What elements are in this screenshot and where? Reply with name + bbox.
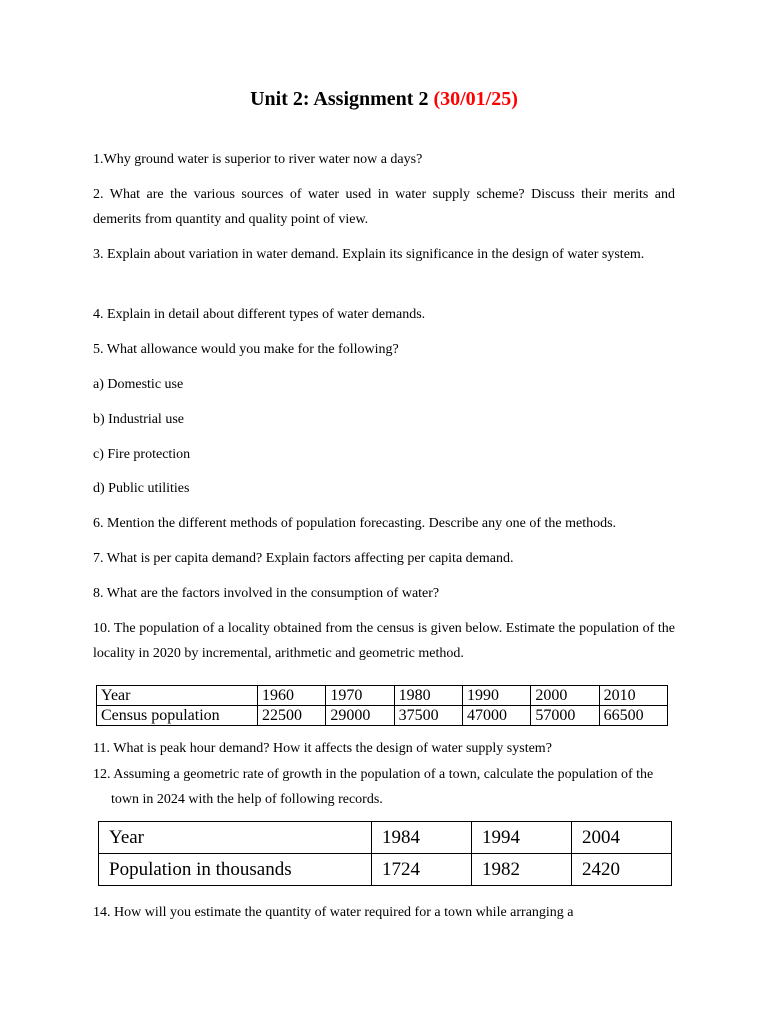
question-2: 2. What are the various sources of water used in water supply scheme? Discuss their merits and demerits from quantity and quality point of view.	[93, 187, 675, 227]
table-header-cell: 2000	[531, 686, 599, 706]
table-row	[97, 706, 668, 726]
table-cell: 1982	[472, 854, 572, 886]
question-10: 10. The population of a locality obtained from the census is given below. Estimate the population of the locality in 2020 by incremental, arithmetic and geometric method.	[93, 621, 675, 661]
table-cell: 66500	[599, 706, 667, 726]
table-cell: 37500	[394, 706, 462, 726]
question-14: 14. How will you estimate the quantity of water required for a town while arranging a	[93, 905, 574, 920]
table-cell: 1724	[372, 854, 472, 886]
question-5b: b) Industrial use	[93, 412, 184, 427]
table-header-cell: 2004	[572, 822, 672, 854]
question-5d: d) Public utilities	[93, 481, 190, 496]
table-header-cell: 1970	[326, 686, 394, 706]
table-header-cell: 1960	[258, 686, 326, 706]
table-cell: 29000	[326, 706, 394, 726]
question-5a: a) Domestic use	[93, 377, 184, 392]
table-header-cell: Year	[99, 822, 372, 854]
table-header-cell: 1990	[462, 686, 530, 706]
table-cell: Population in thousands	[99, 854, 372, 886]
question-5c: c) Fire protection	[93, 447, 191, 462]
table-header-cell: 2010	[599, 686, 667, 706]
table-row	[97, 686, 668, 706]
question-5: 5. What allowance would you make for the following?	[93, 342, 399, 357]
question-3: 3. Explain about variation in water demand. Explain its significance in the design of water system.	[93, 247, 645, 262]
question-7: 7. What is per capita demand? Explain factors affecting per capita demand.	[93, 551, 514, 566]
question-6: 6. Mention the different methods of population forecasting. Describe any one of the methods.	[93, 516, 617, 531]
table-row	[99, 854, 672, 886]
question-4: 4. Explain in detail about different types of water demands.	[93, 307, 426, 322]
table-header-cell: 1984	[372, 822, 472, 854]
table-header-cell: 1980	[394, 686, 462, 706]
table-cell: 57000	[531, 706, 599, 726]
census-table	[96, 685, 668, 726]
title-date: (30/01/25)	[433, 88, 518, 110]
page-title	[0, 88, 768, 111]
table-header-cell: 1994	[472, 822, 572, 854]
table-cell: 2420	[572, 854, 672, 886]
table-row	[99, 822, 672, 854]
title-text: Unit 2: Assignment 2	[250, 88, 429, 110]
question-11: 11. What is peak hour demand? How it affects the design of water supply system?	[93, 741, 552, 756]
question-8: 8. What are the factors involved in the consumption of water?	[93, 586, 440, 601]
question-1: 1.Why ground water is superior to river water now a days?	[93, 152, 423, 167]
table-header-cell: Year	[97, 686, 258, 706]
table-cell: 22500	[258, 706, 326, 726]
question-12: 12. Assuming a geometric rate of growth in the population of a town, calculate the population of the town in 2024 with the help of following records.	[93, 767, 654, 807]
table-cell: Census population	[97, 706, 258, 726]
population-table	[98, 821, 672, 886]
table-cell: 47000	[462, 706, 530, 726]
